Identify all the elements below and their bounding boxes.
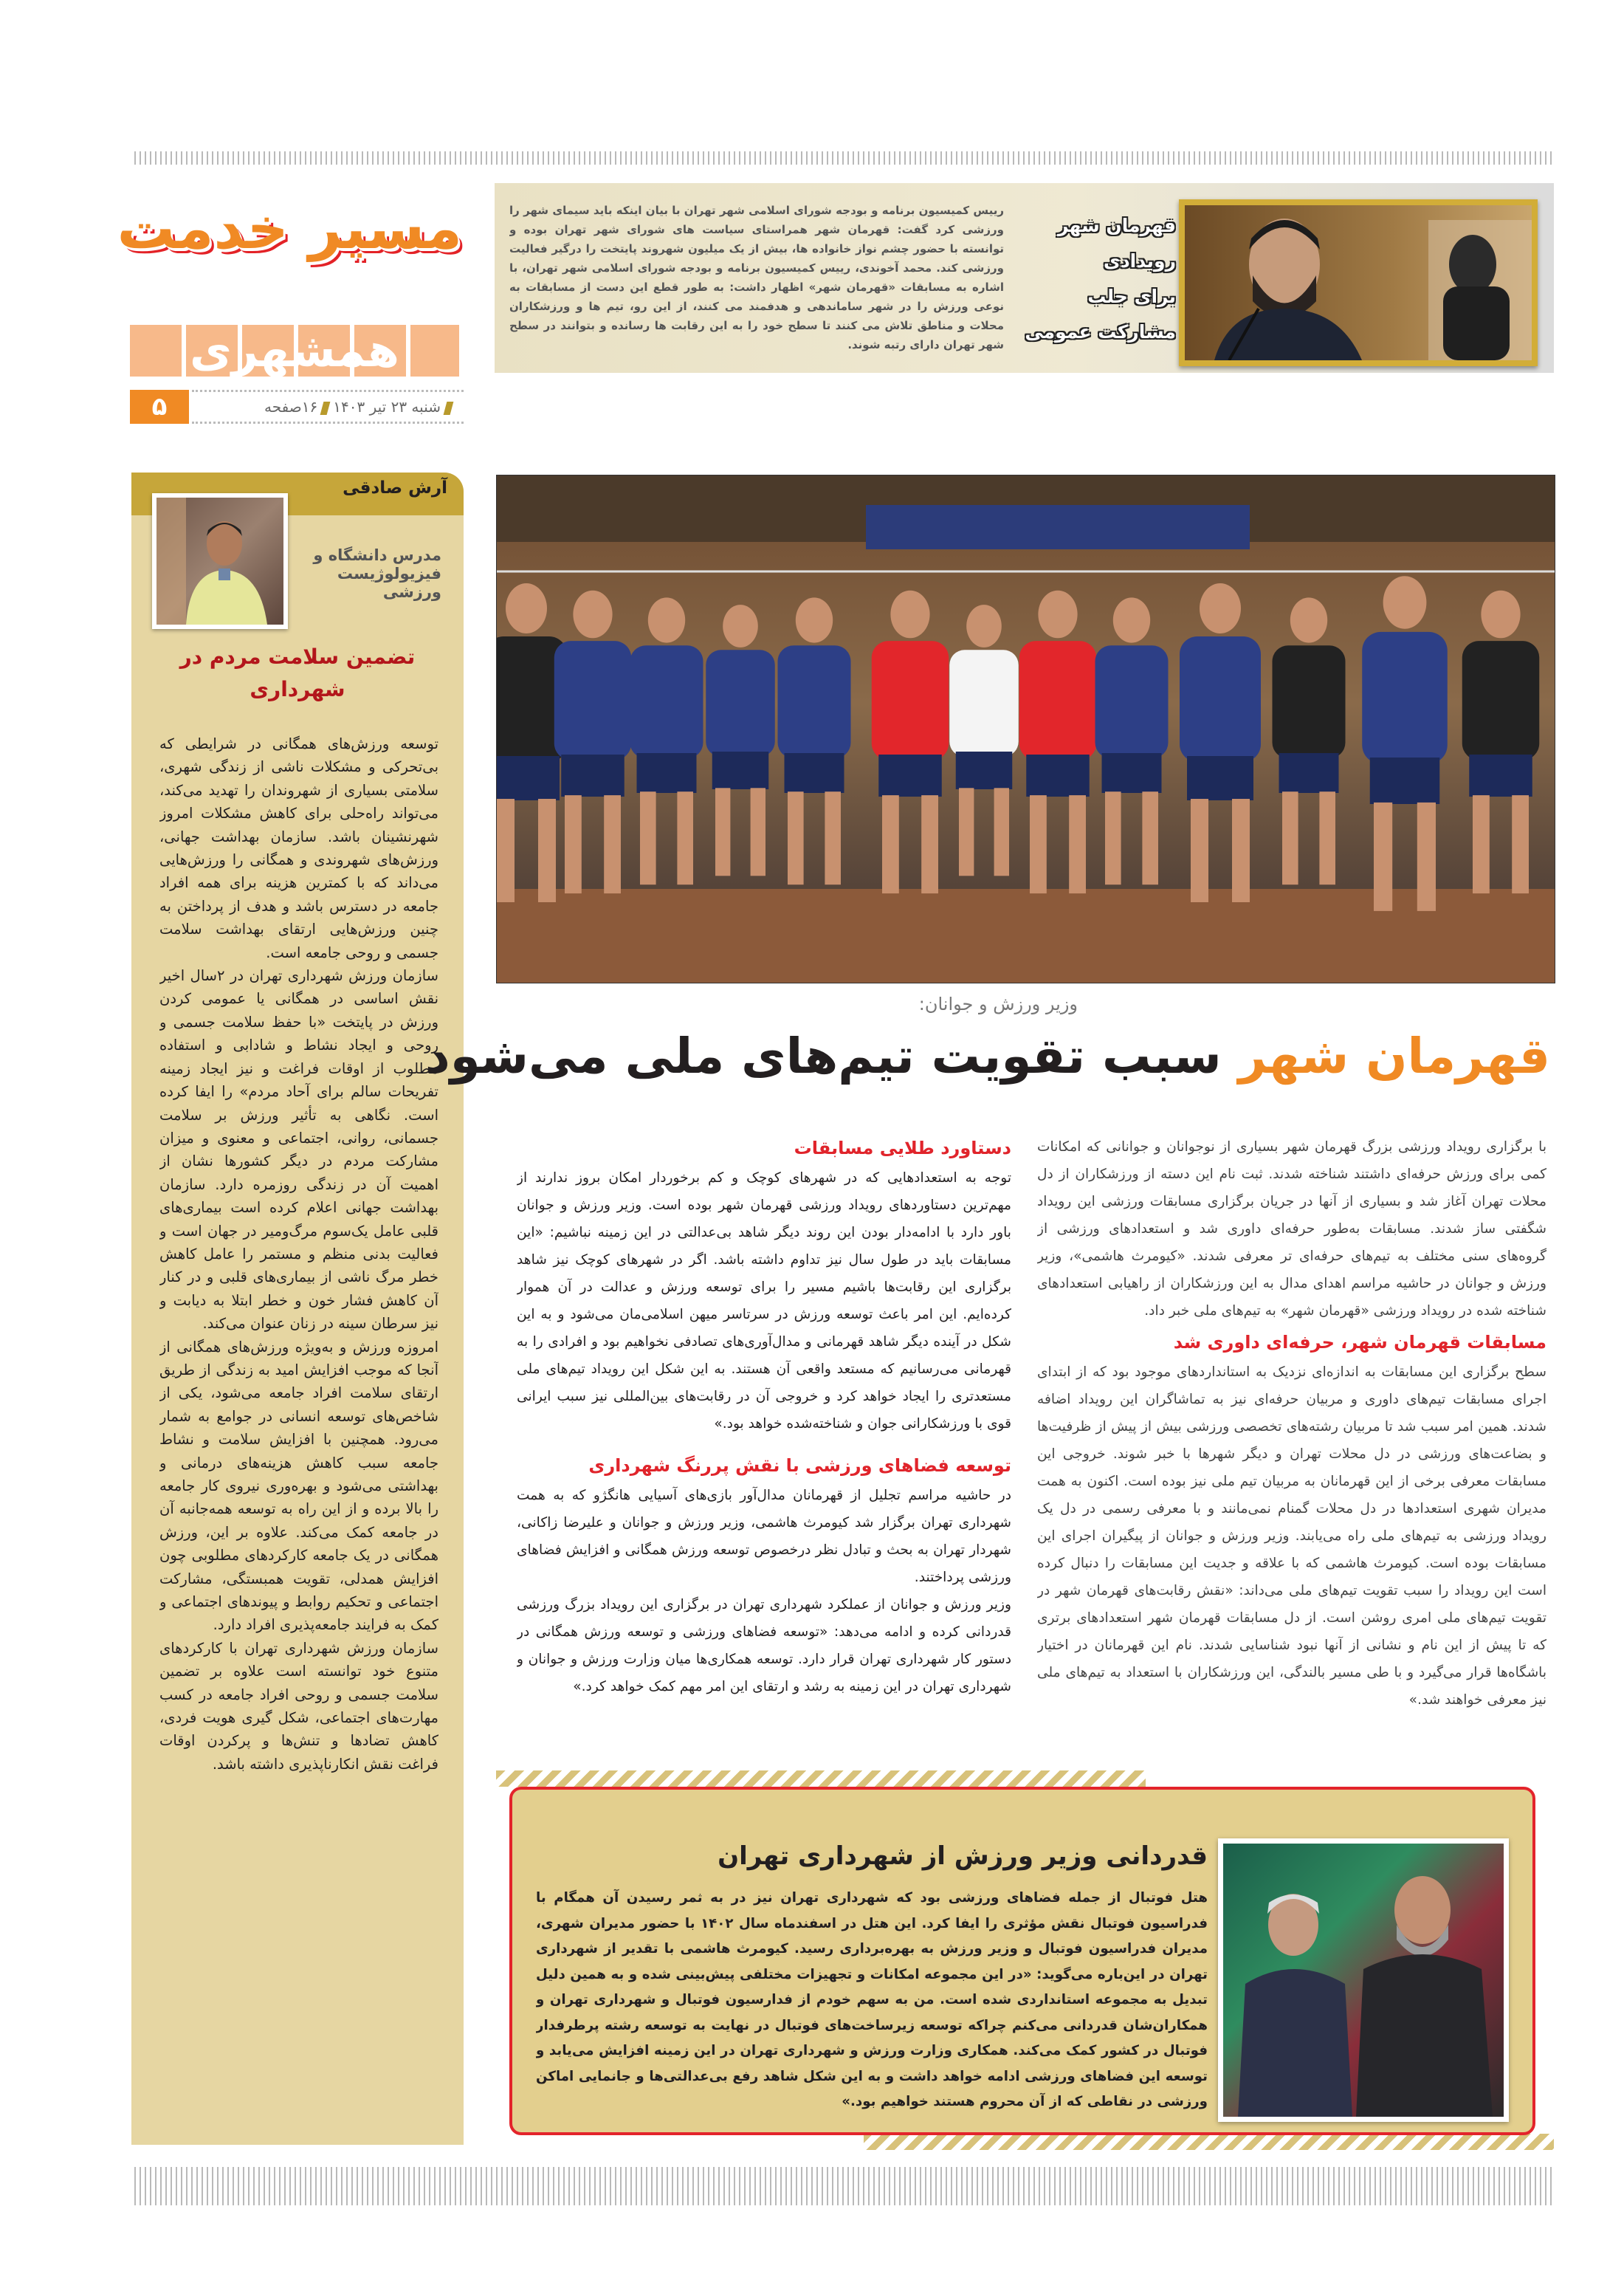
- paragraph: توسعه ورزش‌های همگانی در شرایطی که بی‌تحرکی و مشکلات ناشی از زندگی شهری، سلامتی بسیاری از شهروندان را تهدید می‌کند، می‌تواند راه‌حلی برای کاهش مشکلات امروز شهرنشینان باشد. سازمان بهداشت جهانی، ورزش‌های شهروندی و همگانی را ورزش‌هایی می‌داند که با کمترین هزینه برای همه افراد جامعه در دسترس باشد و هدف از پرداختن به چنین ورزش‌هایی ارتقای بهداشت سلامت جسمی و روحی جامعه است.: [159, 735, 438, 961]
- date-bar: [130, 390, 464, 424]
- headline-accent: قهرمان شهر: [1238, 1028, 1550, 1085]
- paragraph: با برگزاری رویداد ورزشی بزرگ قهرمان شهر بسیاری از نوجوانان و جوانانی که امکانات کمی برای ورزش حرفه‌ای داشتند شناخته شدند. ثبت نام این دسته از ورزشکاران از دل محلات تهران آغاز شد و بسیاری از آنها در جریان برگزاری مسابقات ورزشی این رویداد شگفتی ساز شدند. مسابقات به‌طور حرفه‌ای داوری شد و استعدادهای ورزشی از گروه‌های سنی مختلف به تیم‌های حرفه‌ای تر معرفی شدند. «کیومرث هاشمی»، وزیر ورزش و جوانان در حاشیه مراسم اهدای مدال به این ورزشکاران از راهیابی استعدادهای شناخته شده در رویداد ورزشی «قهرمان شهر» به تیم‌های ملی خبر داد.: [1037, 1139, 1546, 1319]
- opinion-title: تضمین سلامت مردم در شهرداری: [179, 645, 416, 701]
- main-headline: [425, 1028, 1550, 1085]
- box-photo-officials: [1218, 1838, 1509, 2122]
- subheading: دستاورد طلایی مسابقات: [794, 1138, 1011, 1158]
- author-name: آرش صادقی: [343, 478, 447, 498]
- teaser-photo: [1179, 199, 1538, 366]
- diamond-icon: [444, 402, 454, 415]
- paragraph: سازمان ورزش شهرداری تهران در ۲سال اخیر نقش اساسی در همگانی یا عمومی کردن ورزش در پایتخت «با حفظ سلامت جسمی و روحی و ایجاد نشاط و شادابی و استفاده مطلوب از اوقات فراغت و نیز ایجاد زمینه تفریحات سالم برای آحاد مردم» را ایفا کرده است. نگاهی به تأثیر ورزش بر سلامت جسمانی، روانی، اجتماعی و معنوی و میزان مشارکت مردم در دیگر کشورها نشان از اهمیت آن در زندگی روزمره دارد. سازمان بهداشت جهانی اعلام کرده است بیماری‌های قلبی عامل یک‌سوم مرگ‌ومیر در جهان است و فعالیت بدنی منظم و مستمر را عامل کاهش خطر مرگ ناشی از بیماری‌های قلبی و در کنار آن کاهش فشار خون و خطر ابتلا به دیابت و نیز سرطان سینه در زنان عنوان می‌کند.: [159, 967, 438, 1333]
- paragraph: سطح برگزاری این مسابقات به اندازه‌ای نزدیک به استانداردهای موجود بود که از ابتدای اجرای مسابقات تیم‌های داوری و مربیان حرفه‌ای نیز به تماشاگران این رویداد اضافه شدند. همین امر سبب شد تا مربیان رشته‌های تخصصی ورزشی بیش از پیش از ظرفیت‌ها و بضاعت‌های ورزشی در دل محلات تهران و دیگر شهرها با خبر شوند. خروجی این مسابقات معرفی برخی از این قهرمانان به مربیان تیم ملی نیز بوده است. اکنون به همت مدیران شهری استعدادها در دل محلات گمنام نمی‌مانند و با معرفی رسمی در دل یک رویداد ورزشی به تیم‌های ملی راه می‌یابند. وزیر ورزش و جوانان از پیگیران اجرای این مسابقات بوده است. کیومرث هاشمی که با علاقه و جدیت این مسابقات را دنبال کرده است این رویداد را سبب تقویت تیم‌های ملی می‌داند: «نقش رقابت‌های قهرمان شهر در تقویت تیم‌های ملی امری روشن است. از دل مسابقات قهرمان شهر استعدادهای برتری که تا پیش از این نام و نشانی از آنها نبود شناسایی شدند. نام این قهرمانان در اختیار باشگاه‌ها قرار می‌گیرد و با طی مسیر بالندگی، این ورزشکاران با استعداد به تیم‌های ملی نیز معرفی خواهند شد.»: [1037, 1364, 1546, 1708]
- bottom-rule: [134, 2167, 1554, 2205]
- sidebar-news-box: [509, 1787, 1535, 2135]
- headline-rest: سبب تقویت تیم‌های ملی می‌شود: [424, 1028, 1239, 1085]
- teaser-title: [1017, 208, 1176, 350]
- paragraph: توجه به استعدادهایی که در شهرهای کوچک و کم برخوردار امکان بروز ندارند از مهم‌ترین دستاوردهای رویداد ورزشی قهرمان شهر بوده است. وزیر ورزش و جوانان باور دارد با ادامه‌دار بودن این روند دیگر شاهد بی‌عدالتی در این زمینه نباشیم: «این مسابقات باید در طول سال نیز تداوم داشته باشد. اگر در شهرهای کوچک نیز شاهد برگزاری این رقابت‌ها باشیم مسیر را برای توسعه ورزش و عدالت در آن هموار کرده‌ایم. این امر باعث توسعه ورزش در سرتاسر میهن اسلامی‌مان می‌شود و به این شکل در آینده دیگر شاهد قهرمانی و مدال‌آوری‌های تصادفی نخواهیم بود و افرادی را به قهرمانی می‌رسانیم که مستعد واقعی آن هستند. به این شکل این رویداد تیم‌های ملی مستعدتری را ایجاد خواهد کرد و خروجی آن در رقابت‌های بین‌المللی نیز سبب ایرانی قوی با ورزشکارانی جوان و شناخته‌شده خواهد بود.»: [517, 1170, 1011, 1432]
- author-photo: [152, 493, 288, 629]
- teaser-body: رییس کمیسیون برنامه و بودجه شورای اسلامی شهر تهران با بیان اینکه باید سیمای شهر را ورزشی کرد گفت: قهرمان شهر همراستای سیاست های شورای شهر تهران بوده و توانسته با حضور چشم نواز خانواده ها، بیش از یک میلیون شهروند پایتخت را درگیر فعالیت ورزشی کند. محمد آخوندی، رییس کمیسیون برنامه و بودجه شورای اسلامی شهر تهران، با اشاره به مسابقات «قهرمان شهر» اظهار داشت: به طور قطع این دست از مسابقات به نوعی ورزش را در شهر ساماندهی و هدفمند می کنند، از این رو، تیم ها و ورزشکاران محلات و مناطق تلاش می کنند تا سطح خود را به این رقابت ها رسانده و بتوانند در سطح شهر تهران دارای رتبه شوند.: [509, 204, 1004, 351]
- teaser-title-line: برای جلب: [1087, 286, 1176, 307]
- opinion-body: [159, 732, 438, 2128]
- headline-kicker: وزیر ورزش و جوانان:: [918, 994, 1078, 1014]
- page-number: ۵: [130, 390, 189, 424]
- teaser-title-line: رویدادی: [1103, 250, 1176, 272]
- main-photo-volleyball-team: [496, 475, 1555, 983]
- paragraph: در حاشیه مراسم تجلیل از قهرمانان مدال‌آور بازی‌های آسیایی هانگژو که به همت شهرداری تهران برگزار شد کیومرث هاشمی، وزیر ورزش و جوانان و علیرضا زاکانی، شهردار تهران به بحث و تبادل نظر درخصوص توسعه ورزش همگانی و افزایش فضاهای ورزشی پرداختند.: [517, 1488, 1011, 1585]
- newspaper-logo-sub: همشهری: [130, 325, 459, 377]
- paragraph: وزیر ورزش و جوانان از عملکرد شهرداری تهران در برگزاری این رویداد بزرگ ورزشی قدردانی کرده و ادامه می‌دهد: «توسعه فضاهای ورزشی و توسعه ورزش همگانی در دستور کار شهرداری تهران قرار دارد. توسعه همکاری‌ها میان وزارت ورزش و جوانان و شهرداری تهران در این زمینه به رشد و ارتقای این امر مهم کمک خواهد کرد.»: [517, 1597, 1011, 1694]
- subheading: توسعه فضاهای ورزشی با نقش پررنگ شهرداری: [588, 1455, 1011, 1476]
- box-title: قدردانی وزیر ورزش از شهرداری تهران: [718, 1841, 1208, 1871]
- issue-date: [192, 390, 464, 424]
- newspaper-logo: مسیر خدمت: [117, 196, 462, 262]
- teaser-title-line: مشارکت عمومی: [1025, 321, 1176, 343]
- teaser-box: [495, 183, 1554, 373]
- teaser-title-line: قهرمان شهر: [1058, 215, 1176, 236]
- paragraph: سازمان ورزش شهرداری تهران با کارکردهای متنوع خود توانسته است علاوه بر تضمین سلامت جسمی و روحی افراد جامعه در کسب مهارت‌های اجتماعی، شکل گیری هویت فردی، کاهش تضادها و تنش‌ها و پرکردن اوقات فراغت نقش انکارناپذیری داشته باشد.: [159, 1639, 438, 1773]
- subheading: مسابقات قهرمان شهر، حرفه‌ای داوری شد: [1173, 1332, 1546, 1353]
- article-column-right: [1037, 1133, 1546, 1768]
- decorative-stripes: [496, 1770, 1146, 1787]
- paragraph: امروزه ورزش و به‌ویژه ورزش‌های همگانی از آنجا که موجب افزایش امید به زندگی از طریق ارتقای سلامت افراد جامعه می‌شود، یکی از شاخص‌های توسعه انسانی در جوامع به شمار می‌رود. همچنین با افزایش سلامت و نشاط جامعه سبب کاهش هزینه‌های درمانی و بهداشتی می‌شود و بهره‌وری نیروی کار جامعه را بالا برده و از این راه به توسعه همه‌جانبه آن در جامعه کمک می‌کند. علاوه بر این، ورزش همگانی در یک جامعه کارکردهای مطلوبی چون افزایش همدلی، تقویت همبستگی، مشارکت اجتماعی و تحکیم روابط و پیوندهای اجتماعی و کمک به فرایند جامعه‌پذیری افراد دارد.: [159, 1338, 438, 1634]
- decorative-stripes: [864, 2134, 1554, 2150]
- article-column-middle: [517, 1133, 1011, 1768]
- diamond-icon: [320, 402, 331, 415]
- box-body: هتل فوتبال از جمله فضاهای ورزشی بود که شهرداری تهران نیز در به ثمر رسیدن آن همگام با فدراسیون فوتبال نقش مؤثری را ایفا کرد. این هتل در اسفندماه سال ۱۴۰۲ با حضور مدیران شهری، مدیران فدراسیون فوتبال و وزیر ورزش به بهره‌برداری رسید. کیومرث هاشمی با تقدیر از شهرداری تهران در این‌باره می‌گوید: «در این مجموعه امکانات و تجهیزات مختلفی پیش‌بینی شده و به همین دلیل تبدیل به مجموعه استانداردی شده است. من به سهم خودم از فدارسیون فوتبال و شهرداری تهران و همکاران‌شان قدردانی می‌کنم چراکه توسعه زیرساخت‌های فوتبال در نهایت به توسعه رشته پرطرفدار فوتبال در کشور کمک می‌کند. همکاری وزارت ورزش و شهرداری تهران در این زمینه افزایش می‌یابد و توسعه این فضاهای ورزشی ادامه خواهد داشت و به این شکل شاهد رفع بی‌عدالتی‌ها و جانمایی اماکن ورزشی در نقاطی که از آن محروم هستند خواهیم بود.»: [536, 1890, 1208, 2109]
- page-count: ۱۶صفحه: [264, 398, 318, 416]
- opinion-sidebar: [131, 473, 464, 2145]
- author-title: مدرس دانشگاه و فیزیولوژیست ورزشی: [313, 546, 441, 601]
- date-text: شنبه ۲۳ تیر ۱۴۰۳: [333, 398, 441, 416]
